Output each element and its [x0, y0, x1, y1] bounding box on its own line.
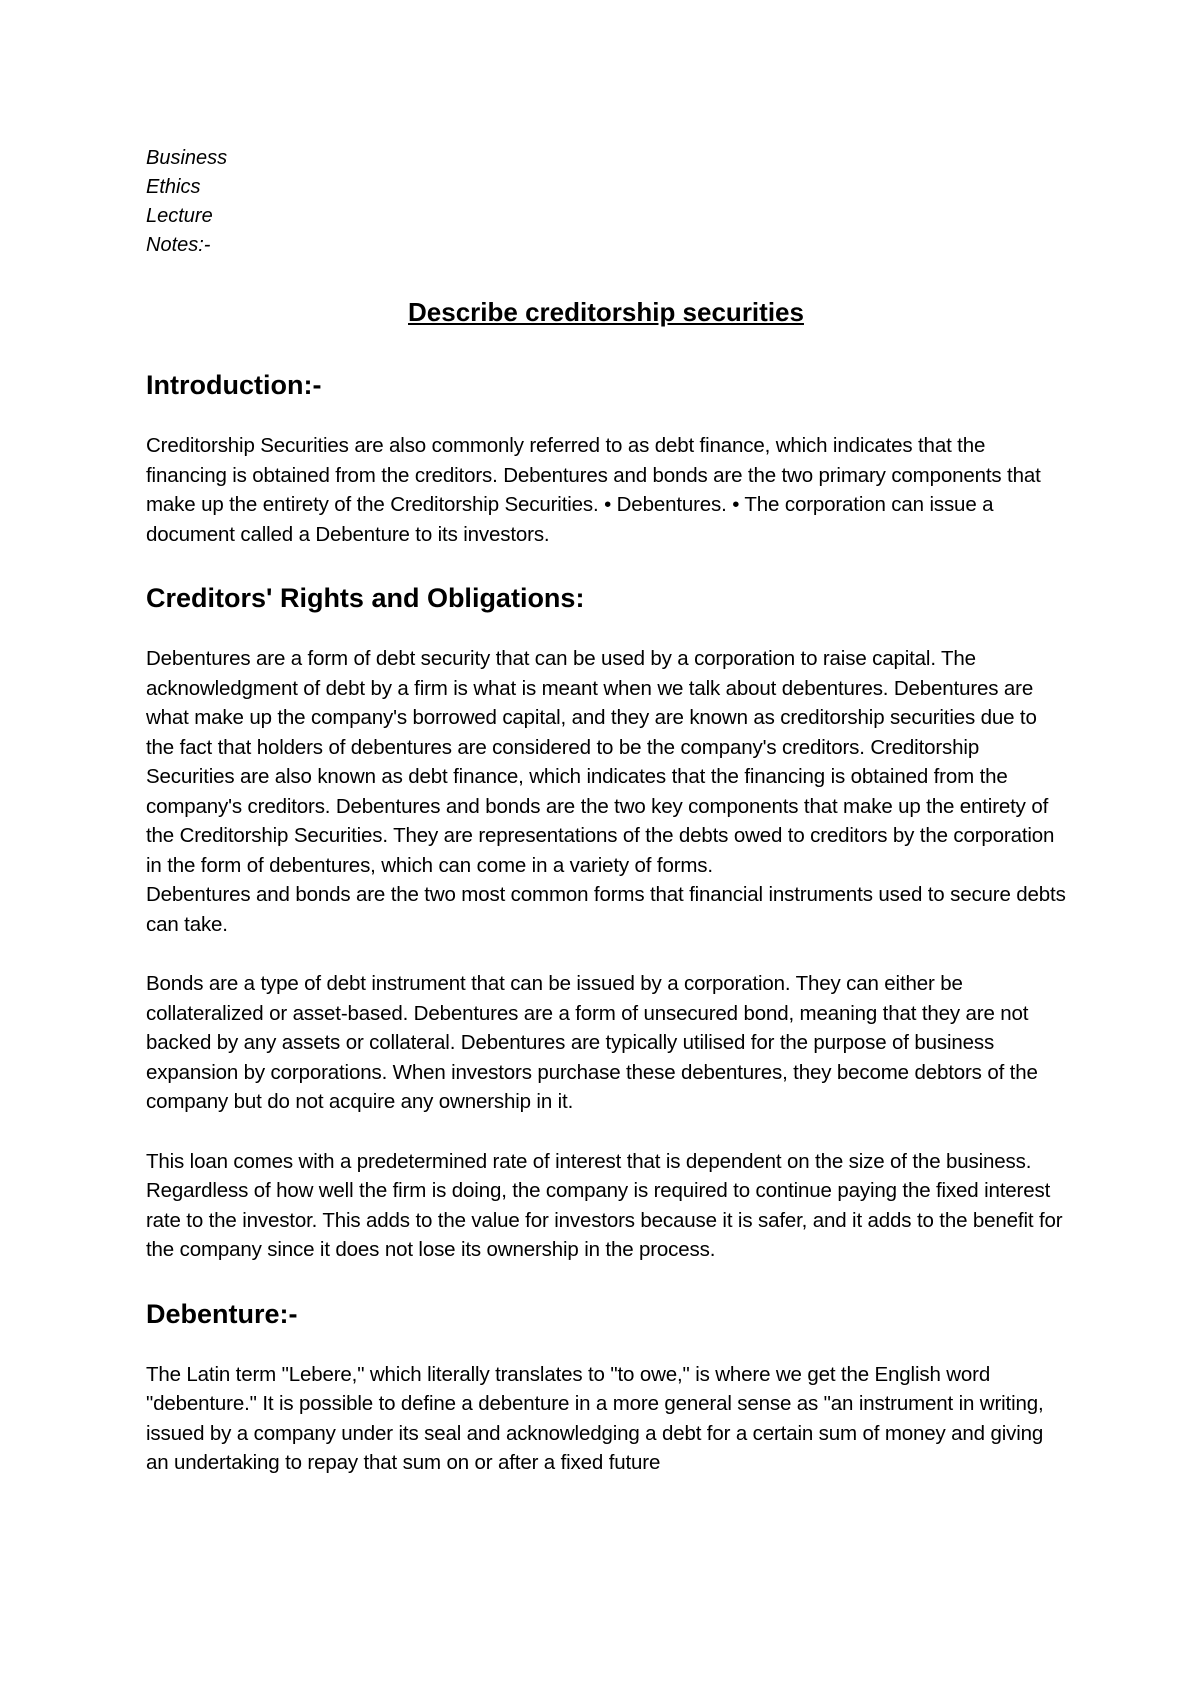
course-line: Lecture — [146, 205, 213, 227]
course-line: Notes:- — [146, 234, 211, 256]
rights-paragraph: Bonds are a type of debt instrument that can be issued by a corporation. They can either be collateralized or asset-based. Debentures are a form of unsecured bond, meaning that they are not backed by any assets or collateral. Debentures are typically utilised for the purpose of business expansion by corporations. When investors purchase these debentures, they become debtors of the company but do not acquire any ownership in it. — [146, 972, 1038, 1113]
course-header — [146, 144, 1066, 260]
rights-heading: Creditors' Rights and Obligations: — [146, 583, 585, 613]
debenture-heading: Debenture:- — [146, 1298, 298, 1329]
rights-paragraph: Debentures are a form of debt security that can be used by a corporation to raise capital. The acknowledgment of debt by a firm is what is meant when we talk about debentures. Debentures are what make up the company's borrowed capital, and they are known as creditorship securities due to the fact that holders of debentures are considered to be the company's creditors. Creditorship Securities are also known as debt finance, which indicates that the financing is obtained from the company's creditors. Debentures and bonds are the two key components that make up the entirety of the Creditorship Securities. They are representations of the debts owed to creditors by the corporation in the form of debentures, which can come in a variety of forms. — [146, 647, 1055, 877]
introduction-paragraph: Creditorship Securities are also commonly referred to as debt finance, which indicates that the financing is obtained from the creditors. Debentures and bonds are the two primary components that make up the entirety of the Creditorship Securities. • Debentures. • The corporation can issue a document called a Debenture to its investors. — [146, 434, 1041, 546]
course-line: Business — [146, 147, 228, 169]
document-title: Describe creditorship securities — [408, 297, 804, 327]
rights-paragraph: Debentures and bonds are the two most common forms that financial instruments used to secure debts can take. — [146, 883, 1066, 936]
rights-paragraph: This loan comes with a predetermined rate of interest that is dependent on the size of the business. Regardless of how well the firm is doing, the company is required to continue paying the fixed interest rate to the investor. This adds to the value for investors because it is safer, and it adds to the benefit for the company since it does not lose its ownership in the process. — [146, 1149, 1063, 1261]
debenture-paragraph: The Latin term "Lebere," which literally translates to "to owe," is where we get the English word "debenture." It is possible to define a debenture in a more general sense as "an instrument in writing, issued by a company under its seal and acknowledging a debt for a certain sum of money and giving an undertaking to repay that sum on or after a fixed future — [146, 1362, 1044, 1474]
course-line: Ethics — [146, 176, 201, 198]
document-page — [146, 144, 1066, 1478]
introduction-heading: Introduction:- — [146, 370, 322, 400]
